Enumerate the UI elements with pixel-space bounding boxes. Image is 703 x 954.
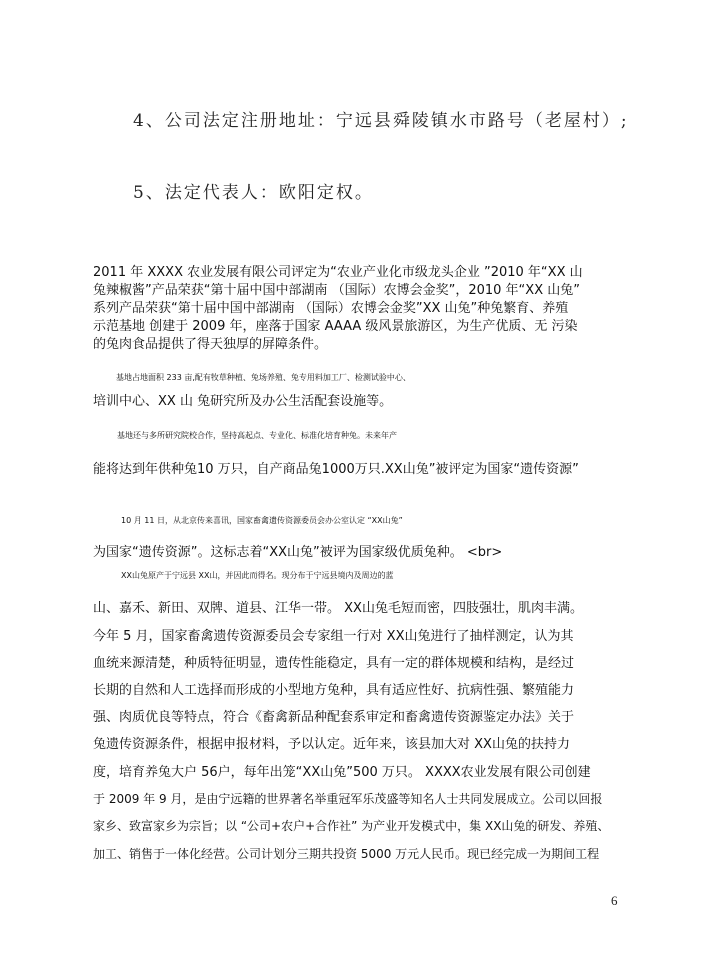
text-line: 度，培育养兔大户 56户，每年出笼“XX山兔”500 万只。 XXXX农业发展有限公司创建 xyxy=(93,765,591,780)
text-line: 今年 5 月，国家畜禽遗传资源委员会专家组一行对 XX山兔进行了抽样测定，认为其 xyxy=(93,629,574,644)
text-line: 基地还与多所研究院校合作，坚持高起点、专业化、标准化培育种兔。未来年产 xyxy=(117,431,397,440)
text-line: 家乡、致富家乡为宗旨；以 “公司+农户+合作社” 为产业开发模式中，集 XX山兔的研发、养殖、 xyxy=(93,819,610,833)
text-line: 于 2009 年 9 月，是由宁远籍的世界著名举重冠军乐茂盛等知名人士共同发展成立。公司以回报 xyxy=(93,792,603,806)
text-line: 强、肉质优良等特点，符合《畜禽新品种配套系审定和畜禽遗传资源鉴定办法》关于 xyxy=(93,710,575,725)
text-line: 血统来源清楚，种质特征明显，遗传性能稳定，具有一定的群体规模和结构，是经过 xyxy=(93,656,575,671)
text-line: XX山兔原产于宁远县 XX山，并因此而得名。现分布于宁远县境内及周边的蓝 xyxy=(121,571,394,580)
text-line: 兔遗传资源条件，根据申报材料，予以认定。近年来，该县加大对 XX山兔的扶持力 xyxy=(93,737,570,752)
text-line: 长期的自然和人工选择而形成的小型地方兔种，具有适应性好、抗病性强、繁殖能力 xyxy=(93,683,575,698)
text-line: 的兔肉食品提供了得天独厚的屏障条件。 xyxy=(93,337,328,352)
text-line: 培训中心、XX 山 兔研究所及办公生活配套设施等。 xyxy=(93,394,393,409)
text-line: 加工、销售于一体化经营。公司计划分三期共投资 5000 万元人民币。现已经完成一为期间工程 xyxy=(93,847,600,861)
text-line: 能将达到年供种兔10 万只，自产商品兔1000万只.XX山兔”被评定为国家“遗传资源” xyxy=(93,462,579,477)
text-line: 山、嘉禾、新田、双牌、道县、江华一带。 XX山兔毛短而密，四肢强壮，肌肉丰满。 xyxy=(93,601,583,616)
text-line: 10 月 11 日，从北京传来喜讯，国家畜禽遗传资源委员会办公室认定 “XX山兔” xyxy=(121,516,403,525)
page-number: 6 xyxy=(611,893,618,908)
heading-legal-representative: 5、法定代表人：欧阳定权。 xyxy=(133,183,374,203)
text-line: 为国家“遗传资源”。这标志着“XX山兔”被评为国家级优质兔种。 <br> xyxy=(93,545,503,560)
text-line: 示范基地 创建于 2009 年，座落于国家 AAAA 级风景旅游区，为生产优质、无 污染 xyxy=(93,319,578,334)
text-line: 兔辣椒酱”产品荣获“第十届中国中部湖南 （国际）农博会金奖”，2010 年“XX 山兔” xyxy=(93,283,580,298)
text-line: 2011 年 XXXX 农业发展有限公司评定为“农业产业化市级龙头企业 ”2010 年“XX 山 xyxy=(93,265,583,280)
heading-company-address: 4、公司法定注册地址：宁远县舜陵镇水市路号（老屋村）; xyxy=(133,111,629,131)
text-line: 基地占地面积 233 亩,配有牧草种植、兔场养殖、兔专用料加工厂、检测试验中心、 xyxy=(116,373,411,382)
text-line: 系列产品荣获“第十届中国中部湖南 （国际）农博会金奖”XX 山兔”种兔繁育、养殖 xyxy=(93,301,569,316)
